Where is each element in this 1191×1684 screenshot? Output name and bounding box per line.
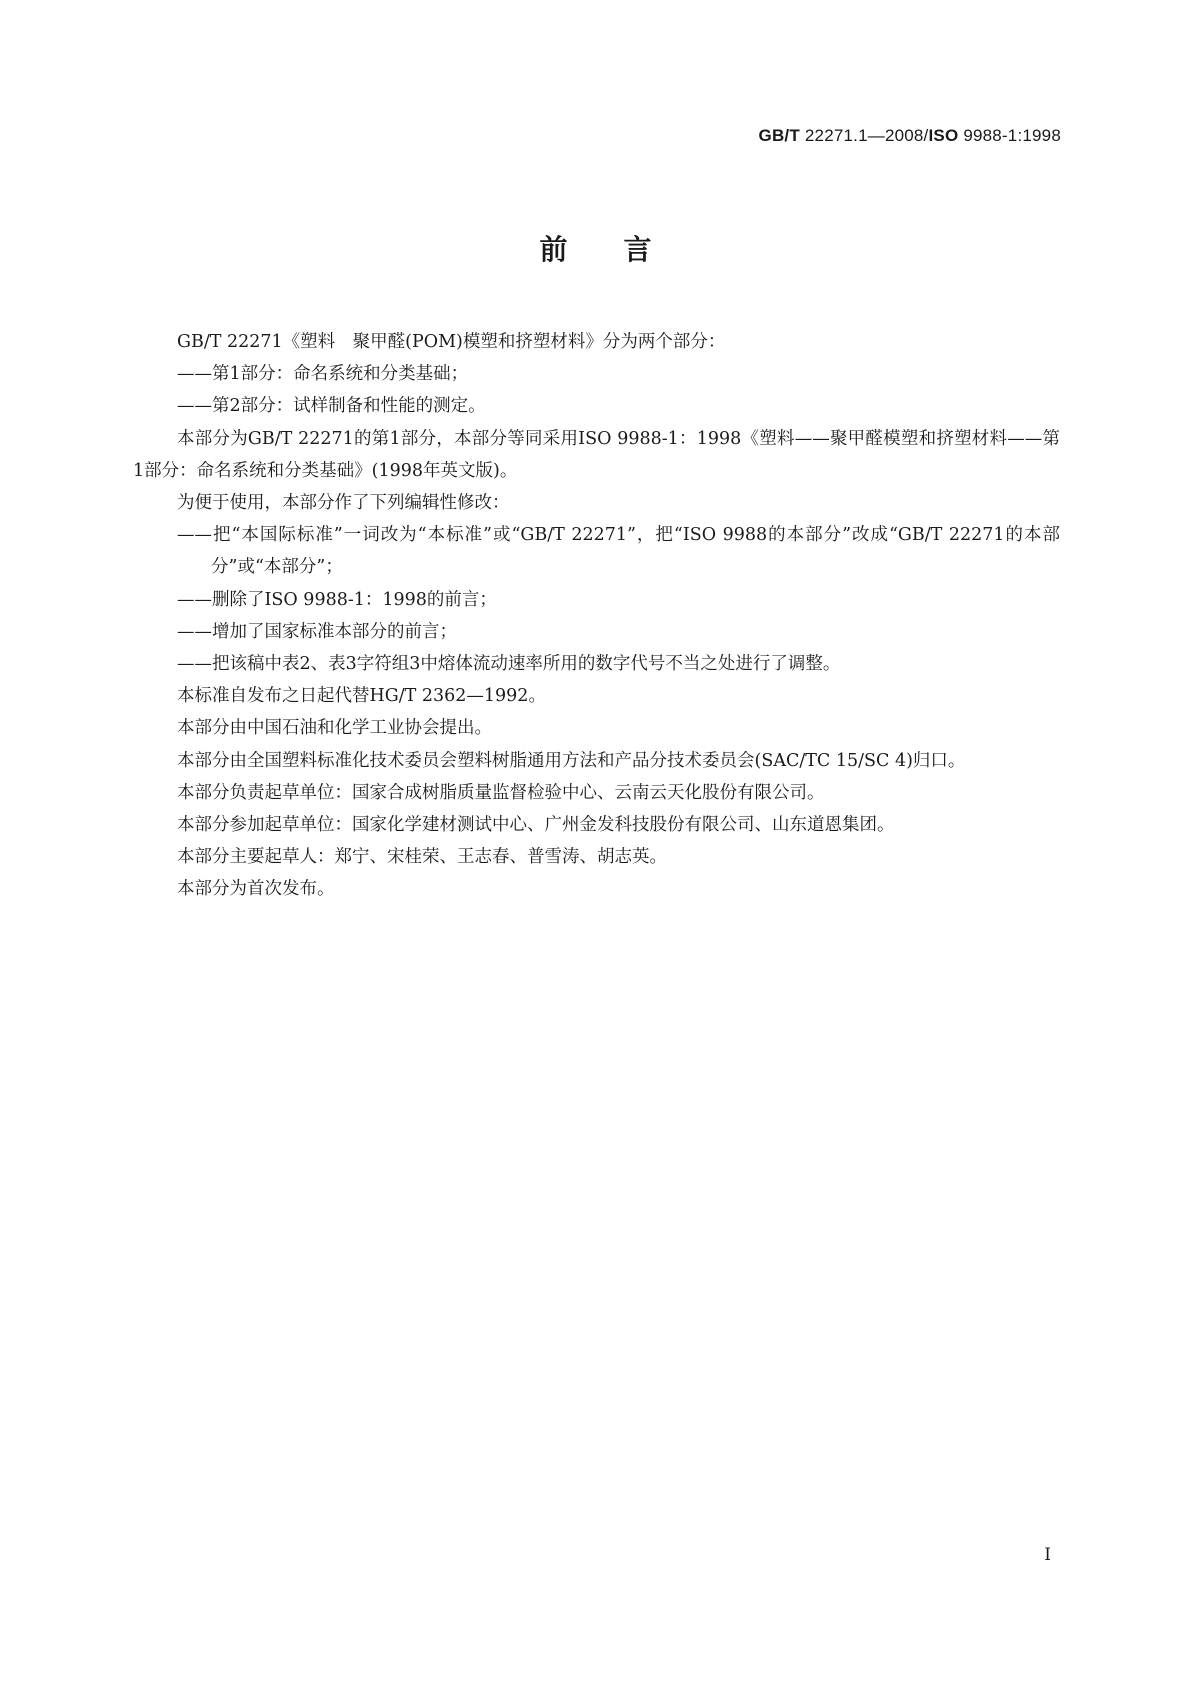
paragraph-drafting-unit: 本部分负责起草单位：国家合成树脂质量监督检验中心、云南云天化股份有限公司。 <box>177 782 825 803</box>
paragraph-proposed-by: 本部分由中国石油和化学工业协会提出。 <box>177 718 492 739</box>
list-item-edit-4: ——把该稿中表2、表3字符组3中熔体流动速率所用的数字代号不当之处进行了调整。 <box>177 654 841 675</box>
standard-prefix: GB/T <box>758 126 800 145</box>
paragraph-adoption: 本部分为GB/T 22271的第1部分，本部分等同采用ISO 9988-1：1998《塑料——聚甲醛模塑和挤塑材料——第1部分：命名系统和分类基础》(1998年英文版)。 <box>133 428 1060 481</box>
paragraph-centralized-by: 本部分由全国塑料标准化技术委员会塑料树脂通用方法和产品分技术委员会(SAC/TC 15/SC 4)归口。 <box>177 750 966 771</box>
list-item-part-1: ——第1部分：命名系统和分类基础； <box>177 364 469 385</box>
list-item-edit-3: ——增加了国家标准本部分的前言； <box>177 621 457 642</box>
iso-number: 9988-1:1998 <box>963 126 1061 145</box>
paragraph-participating-units: 本部分参加起草单位：国家化学建材测试中心、广州金发科技股份有限公司、山东道恩集团。 <box>177 815 895 836</box>
iso-prefix: ISO <box>928 126 959 145</box>
list-item-edit-1: ——把“本国际标准”一词改为“本标准”或“GB/T 22271”，把“ISO 9988的本部分”改成“GB/T 22271的本部分”或“本部分”； <box>177 525 1060 578</box>
paragraph-drafters: 本部分主要起草人：郑宁、宋桂荣、王志春、普雪涛、胡志英。 <box>177 847 667 868</box>
paragraph-first-release: 本部分为首次发布。 <box>177 879 335 900</box>
page-title: 前言 <box>539 233 708 266</box>
paragraph-replaces: 本标准自发布之日起代替HG/T 2362—1992。 <box>177 686 546 707</box>
list-item-part-2: ——第2部分：试样制备和性能的测定。 <box>177 396 486 417</box>
standard-number: 22271.1—2008/ <box>804 126 929 145</box>
standard-number-header <box>759 126 1061 146</box>
paragraph-parts-intro: GB/T 22271《塑料 聚甲醛(POM)模塑和挤塑材料》分为两个部分： <box>177 332 726 352</box>
paragraph-edits-intro: 为便于使用，本部分作了下列编辑性修改： <box>177 493 510 514</box>
page-number: I <box>1044 1545 1051 1565</box>
foreword-body <box>133 326 1060 906</box>
list-item-edit-2: ——删除了ISO 9988-1：1998的前言； <box>177 589 497 610</box>
